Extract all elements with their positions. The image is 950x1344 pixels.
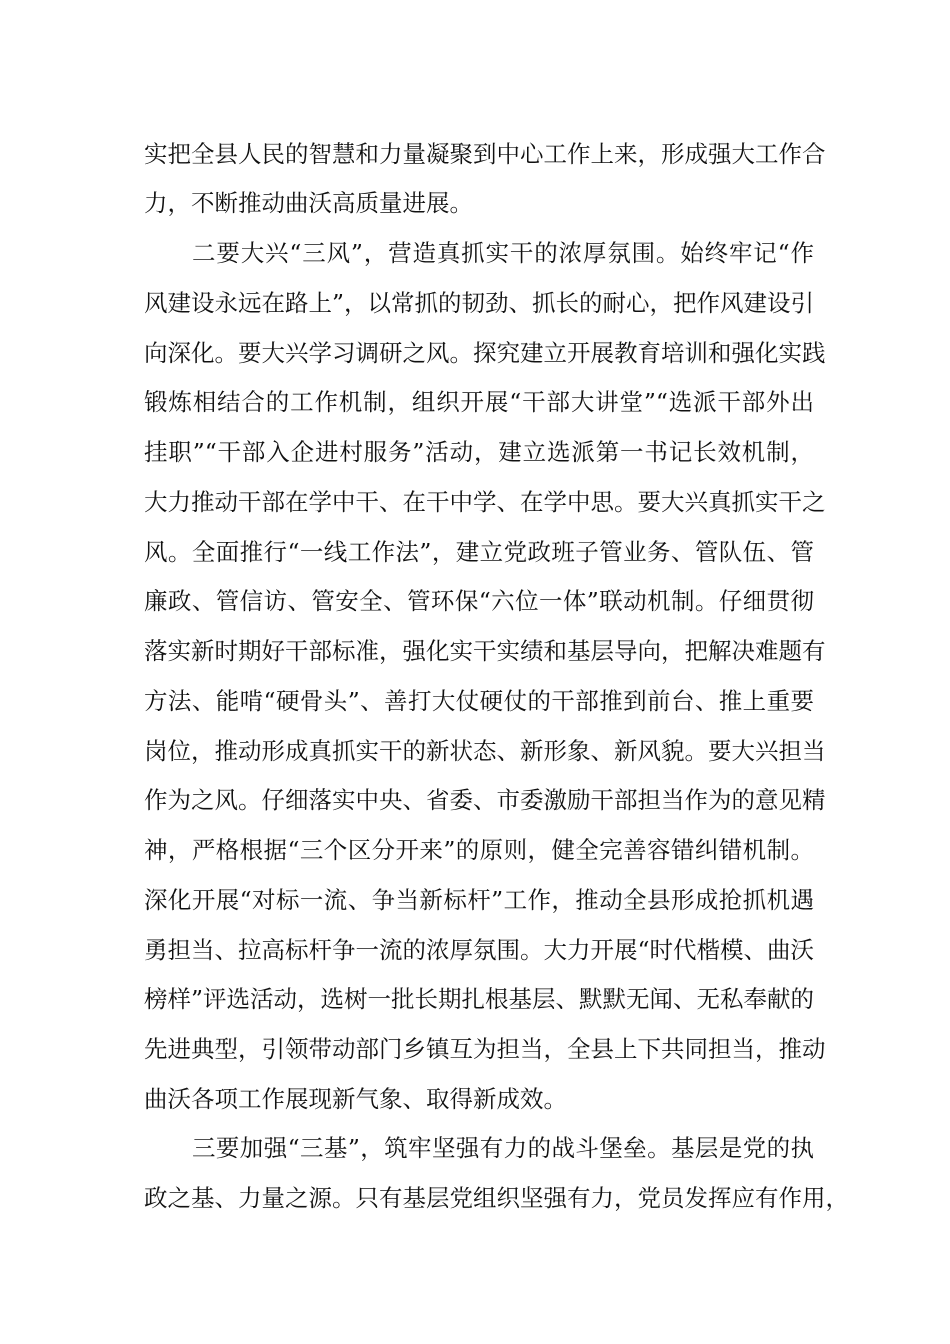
text-line: 廉政、管信访、管安全、管环保“六位一体”联动机制。仔细贯彻: [144, 587, 814, 615]
paragraph-first-line: 二要大兴“三风”，营造真抓实干的浓厚氛围。始终牢记“作: [192, 239, 814, 267]
paragraph-first-line: 三要加强“三基”，筑牢坚强有力的战斗堡垒。基层是党的执: [192, 1134, 814, 1162]
text-line: 榜样”评选活动，选树一批长期扎根基层、默默无闻、无私奉献的: [144, 985, 815, 1013]
text-line: 向深化。要大兴学习调研之风。探究建立开展教育培训和强化实践: [144, 339, 826, 367]
text-line: 方法、能啃“硬骨头”、善打大仗硬仗的干部推到前台、推上重要: [144, 687, 814, 715]
text-line: 风建设永远在路上”，以常抓的韧劲、抓长的耐心，把作风建设引: [144, 289, 815, 317]
text-line: 实把全县人民的智慧和力量凝聚到中心工作上来，形成强大工作合: [144, 140, 826, 168]
text-line: 勇担当、拉高标杆争一流的浓厚氛围。大力开展“时代楷模、曲沃: [144, 936, 815, 964]
text-line: 落实新时期好干部标准，强化实干实绩和基层导向，把解决难题有: [144, 637, 826, 665]
text-line: 大力推动干部在学中干、在干中学、在学中思。要大兴真抓实干之: [144, 488, 826, 516]
text-line: 风。全面推行“一线工作法”，建立党政班子管业务、管队伍、管: [144, 538, 814, 566]
text-line: 岗位，推动形成真抓实干的新状态、新形象、新风貌。要大兴担当: [144, 737, 826, 765]
text-line: 挂职”“干部入企进村服务”活动，建立选派第一书记长效机制，: [144, 438, 814, 466]
text-line: 曲沃各项工作展现新气象、取得新成效。: [144, 1085, 567, 1113]
text-line: 政之基、力量之源。只有基层党组织坚强有力，党员发挥应有作用，: [144, 1184, 849, 1212]
text-line: 力，不断推动曲沃高质量进展。: [144, 189, 473, 217]
text-line: 作为之风。仔细落实中央、省委、市委激励干部担当作为的意见精: [144, 786, 826, 814]
text-line: 深化开展“对标一流、争当新标杆”工作，推动全县形成抢抓机遇: [144, 886, 814, 914]
text-line: 先进典型，引领带动部门乡镇互为担当，全县上下共同担当，推动: [144, 1035, 826, 1063]
text-line: 锻炼相结合的工作机制，组织开展“干部大讲堂”“选派干部外出: [144, 388, 814, 416]
text-line: 神，严格根据“三个区分开来”的原则，健全完善容错纠错机制。: [144, 836, 814, 864]
